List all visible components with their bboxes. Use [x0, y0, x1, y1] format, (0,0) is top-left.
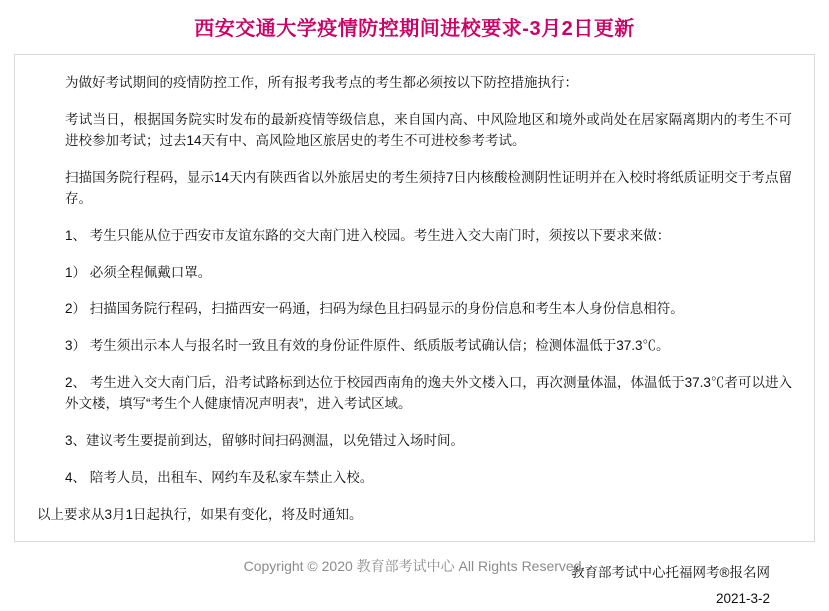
signature-date: 2021-3-2 [715, 590, 770, 606]
page-title: 西安交通大学疫情防控期间进校要求-3月2日更新 [194, 18, 635, 40]
notice-paragraph: 以上要求从3月1日起执行，如果有变化，将及时通知。 [37, 506, 363, 522]
signature-organization: 教育部考试中心托福网考®报名网 [571, 564, 770, 580]
notice-paragraph: 2） 扫描国务院行程码，扫描西安一码通，扫码为绿色且扫码显示的身份信息和考生本人身份信息相符。 [65, 301, 684, 317]
footer-copyright: Copyright © 2020 教育部考试中心 All Rights Reserved. [243, 558, 586, 574]
notice-paragraph: 2、 考生进入交大南门后，沿考试路标到达位于校园西南角的逸夫外文楼入口，再次测量体温，体温低于37.3℃者可以进入外文楼，填写“考生个人健康情况声明表”，进入考试区域。 [65, 375, 792, 412]
notice-paragraph: 3） 考生须出示本人与报名时一致且有效的身份证件原件、纸质版考试确认信；检测体温低于37.3℃。 [65, 338, 670, 354]
notice-paragraph: 1） 必须全程佩戴口罩。 [65, 264, 212, 280]
notice-paragraph: 3、建议考生要提前到达，留够时间扫码测温，以免错过入场时间。 [65, 433, 465, 449]
notice-paragraph: 为做好考试期间的疫情防控工作，所有报考我考点的考生都必须按以下防控措施执行： [65, 75, 578, 90]
notice-paragraph: 扫描国务院行程码，显示14天内有陕西省以外旅居史的考生须持7日内核酸检测阴性证明并在入校时将纸质证明交于考点留存。 [65, 169, 792, 206]
notice-paragraph: 1、 考生只能从位于西安市友谊东路的交大南门进入校园。考生进入交大南门时，须按以下要求来做： [65, 227, 671, 243]
notice-paragraph: 4、 陪考人员，出租车、网约车及私家车禁止入校。 [65, 470, 374, 486]
notice-paragraph: 考试当日，根据国务院实时发布的最新疫情等级信息，来自国内高、中风险地区和境外或尚处在居家隔离期内的考生不可进校参加考试；过去14天有中、高风险地区旅居史的考生不可进校参考考试。 [65, 111, 792, 148]
